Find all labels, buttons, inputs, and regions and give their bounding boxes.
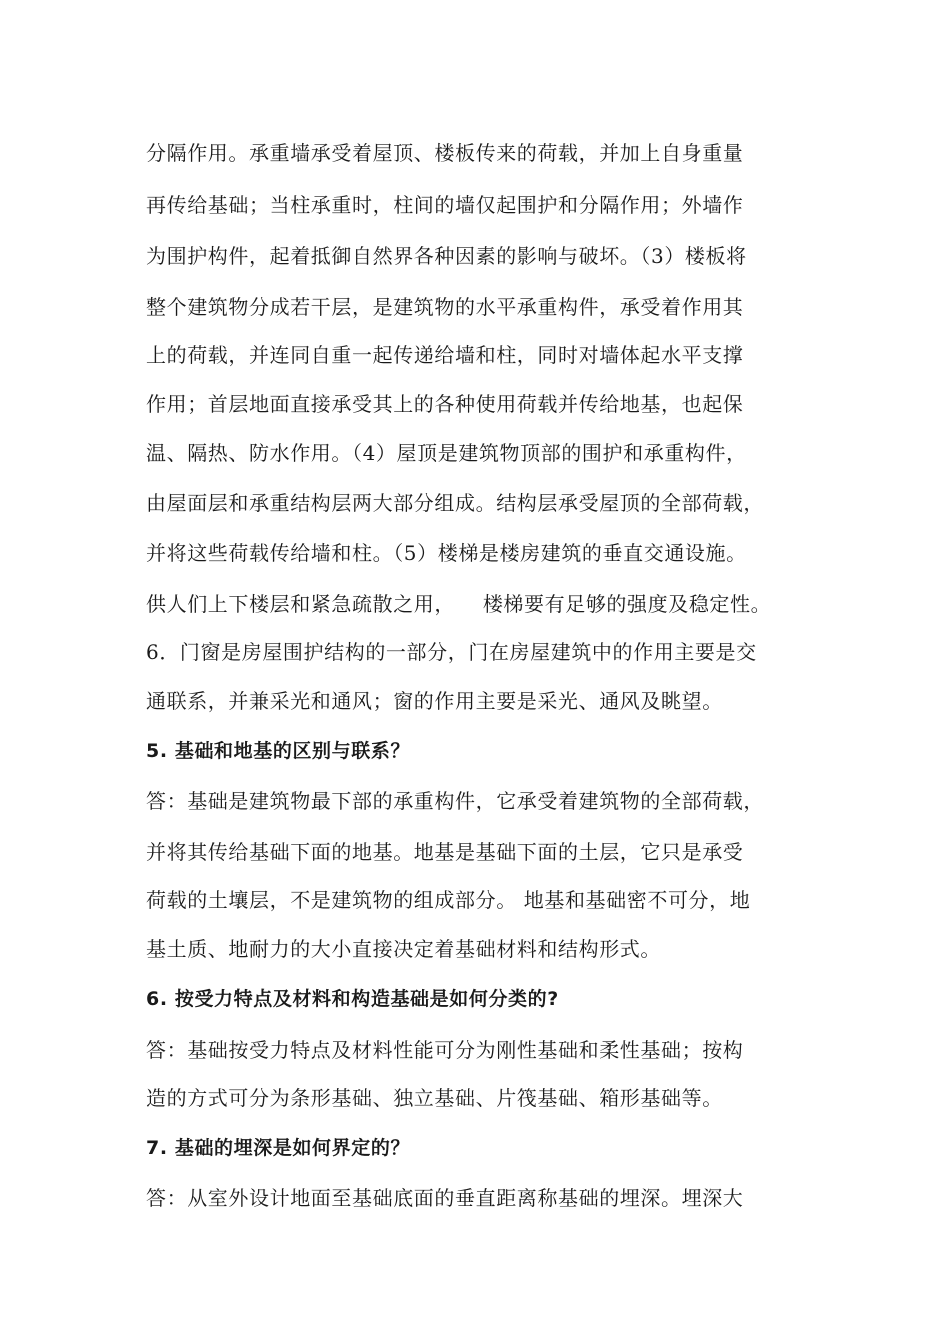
answer-text-line: 造的方式可分为条形基础、独立基础、片筏基础、箱形基础等。 [146,1086,723,1110]
body-text-line: 并将这些荷载传给墙和柱。（5）楼梯是楼房建筑的垂直交通设施。 [146,541,747,565]
body-text-line: 为围护构件，起着抵御自然界各种因素的影响与破坏。（3）楼板将 [146,244,747,268]
body-text-line: 上的荷载，并连同自重一起传递给墙和柱，同时对墙体起水平支撑 [146,343,744,367]
body-text-line: 通联系，并兼采光和通风；窗的作用主要是采光、通风及眺望。 [146,689,723,713]
answer-text-line: 基土质、地耐力的大小直接决定着基础材料和结构形式。 [146,937,661,961]
answer-text-line: 答：从室外设计地面至基础底面的垂直距离称基础的埋深。埋深大 [146,1186,744,1210]
body-text-line: 再传给基础；当柱承重时，柱间的墙仅起围护和分隔作用；外墙作 [146,193,744,217]
answer-text-line: 答：基础是建筑物最下部的承重构件，它承受着建筑物的全部荷载， [146,789,764,813]
question-heading: 6. 按受力特点及材料和构造基础是如何分类的? [146,988,559,1010]
answer-text-line: 答：基础按受力特点及材料性能可分为刚性基础和柔性基础；按构 [146,1038,744,1062]
body-text-line: 供人们上下楼层和紧急疏散之用， 楼梯要有足够的强度及稳定性。 [146,592,772,616]
body-text-line: 6．门窗是房屋围护结构的一部分，门在房屋建筑中的作用主要是交 [146,640,757,664]
body-text-line: 温、隔热、防水作用。（4）屋顶是建筑物顶部的围护和承重构件， [146,441,747,465]
question-heading: 7. 基础的埋深是如何界定的？ [146,1137,411,1159]
body-text-line: 由屋面层和承重结构层两大部分组成。结构层承受屋顶的全部荷载， [146,491,764,515]
body-text-line: 整个建筑物分成若干层，是建筑物的水平承重构件，承受着作用其 [146,295,744,319]
answer-text-line: 并将其传给基础下面的地基。地基是基础下面的土层，它只是承受 [146,840,744,864]
answer-text-line: 荷载的土壤层，不是建筑物的组成部分。 地基和基础密不可分，地 [146,888,751,912]
body-text-line: 分隔作用。承重墙承受着屋顶、楼板传来的荷载，并加上自身重量 [146,141,744,165]
body-text-line: 作用；首层地面直接承受其上的各种使用荷载并传给地基，也起保 [146,392,744,416]
question-heading: 5. 基础和地基的区别与联系？ [146,740,411,762]
